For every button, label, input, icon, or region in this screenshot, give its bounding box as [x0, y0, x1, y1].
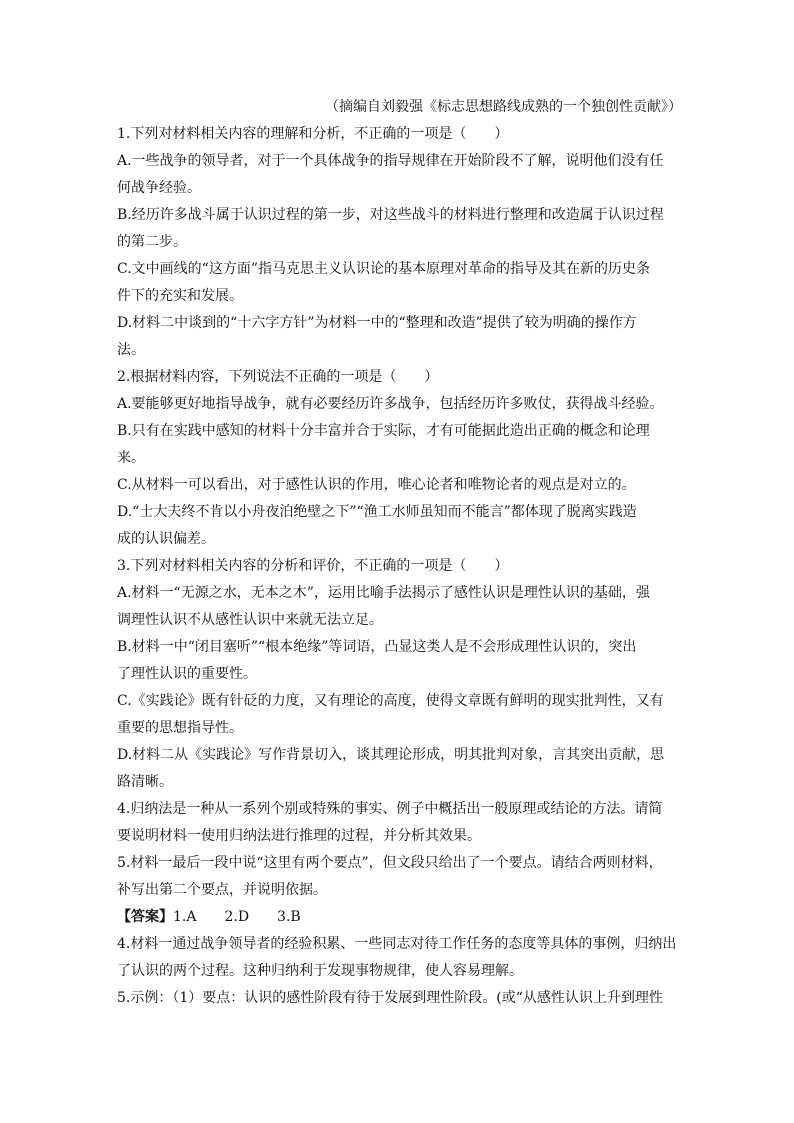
- text-line: 1.下列对材料相关内容的理解和分析，不正确的一项是（ ）: [117, 126, 509, 142]
- text-line: 4.归纳法是一种从一系列个别或特殊的事实、例子中概括出一般原理或结论的方法。请简: [117, 801, 663, 817]
- text-line: 重要的思想指导性。: [117, 720, 243, 736]
- answer-choices: 1.A 2.D 3.B: [173, 909, 301, 925]
- text-line: C.文中画线的“这方面”指马克思主义认识论的基本原理对革命的指导及其在新的历史条: [117, 261, 650, 277]
- text-line: A.材料一“无源之水，无本之木”，运用比喻手法揭示了感性认识是理性认识的基础，强: [117, 585, 650, 601]
- text-line: 要说明材料一使用归纳法进行推理的过程，并分析其效果。: [117, 828, 481, 844]
- text-line: 补写出第二个要点，并说明依据。: [117, 882, 327, 898]
- text-line: A.要能够更好地指导战争，就有必要经历许多战争，包括经历许多败仗，获得战斗经验。: [117, 396, 664, 412]
- text-line: B.材料一中“闭目塞听”“根本绝缘”等词语，凸显这类人是不会形成理性认识的，突出: [117, 639, 637, 655]
- text-line: 件下的充实和发展。: [117, 288, 243, 304]
- answer-body: [117, 931, 682, 1012]
- text-line: D.“士大夫终不肯以小舟夜泊绝壁之下”“渔工水师虽知而不能言”都体现了脱离实践造: [117, 504, 637, 520]
- text-line: 来。: [117, 450, 145, 466]
- document-content: [117, 94, 682, 1012]
- answer-tag: 【答案】: [117, 909, 173, 925]
- text-line: 2.根据材料内容，下列说法不正确的一项是（ ）: [117, 369, 439, 385]
- answer-header-line: [117, 904, 682, 931]
- answer-line: 4.材料一通过战争领导者的经验积累、一些同志对待工作任务的态度等具体的事例，归纳出: [117, 936, 677, 952]
- text-line: D.材料二从《实践论》写作背景切入，谈其理论形成，明其批判对象，言其突出贡献，思: [117, 747, 665, 763]
- text-line: 5.材料一最后一段中说“这里有两个要点”，但文段只给出了一个要点。请结合两则材料，: [117, 855, 663, 871]
- text-line: 路清晰。: [117, 774, 173, 790]
- text-line: D.材料二中谈到的“十六字方针”为材料一中的“整理和改造”提供了较为明确的操作方: [117, 315, 637, 331]
- answer-line: 了认识的两个过程。这种归纳利于发现事物规律，使人容易理解。: [117, 963, 523, 979]
- text-line: 何战争经验。: [117, 180, 201, 196]
- text-line: C.从材料一可以看出，对于感性认识的作用，唯心论者和唯物论者的观点是对立的。: [117, 477, 636, 493]
- text-line: 法。: [117, 342, 145, 358]
- question-body: [117, 121, 682, 904]
- text-line: 成的认识偏差。: [117, 531, 215, 547]
- source-citation: （摘编自刘毅强《标志思想路线成熟的一个独创性贡献》）: [325, 99, 682, 115]
- text-line: 了理性认识的重要性。: [117, 666, 257, 682]
- text-line: B.只有在实践中感知的材料十分丰富并合于实际，才有可能据此造出正确的概念和论理: [117, 423, 650, 439]
- text-line: 的第二步。: [117, 234, 187, 250]
- text-line: A.一些战争的领导者，对于一个具体战争的指导规律在开始阶段不了解，说明他们没有任: [117, 153, 664, 169]
- answer-line: 5.示例：（1）要点：认识的感性阶段有待于发展到理性阶段。(或“从感性认识上升到理性: [117, 990, 663, 1006]
- text-line: B.经历许多战斗属于认识过程的第一步，对这些战斗的材料进行整理和改造属于认识过程: [117, 207, 664, 223]
- text-line: 调理性认识不从感性认识中来就无法立足。: [117, 612, 383, 628]
- text-line: 3.下列对材料相关内容的分析和评价，不正确的一项是（ ）: [117, 558, 509, 574]
- text-line: C.《实践论》既有针砭的力度，又有理论的高度，使得文章既有鲜明的现实批判性，又有: [117, 693, 664, 709]
